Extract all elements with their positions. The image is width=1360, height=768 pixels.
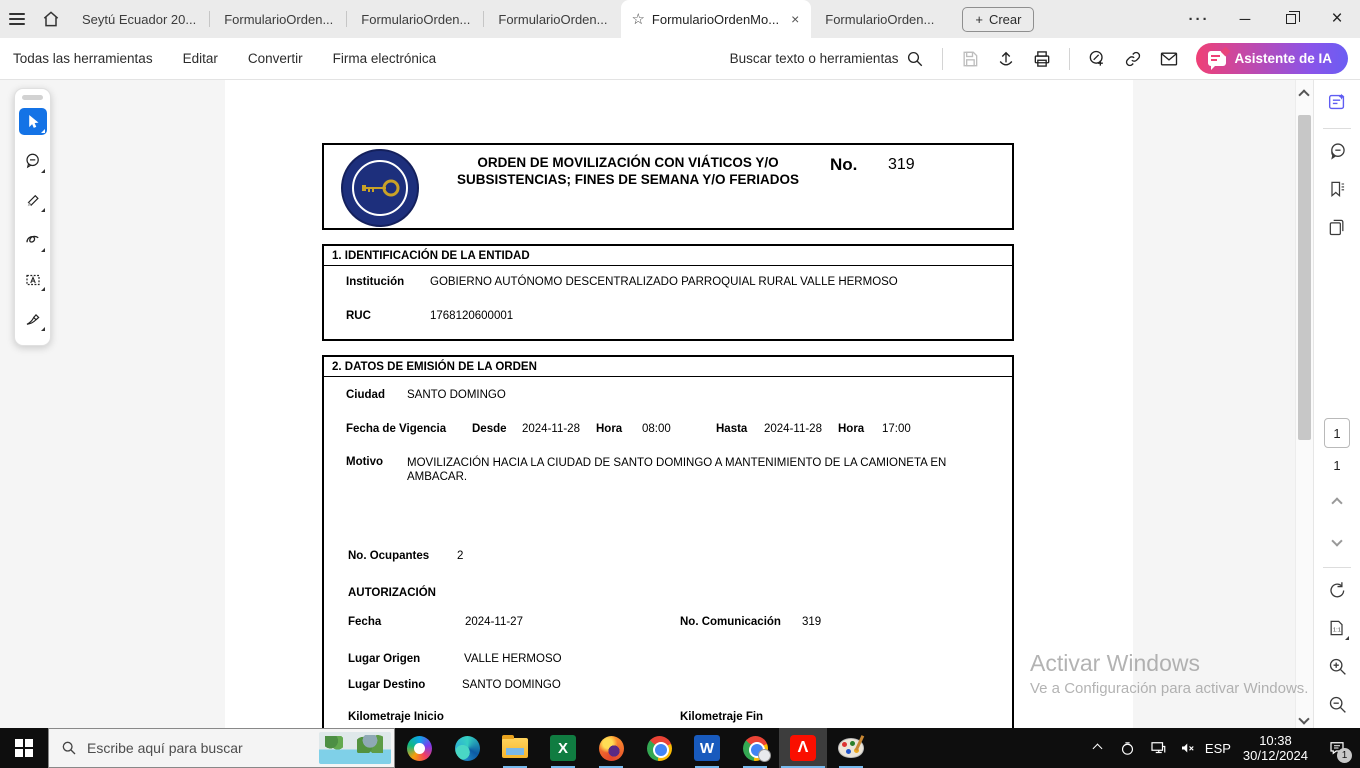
menu-button[interactable] xyxy=(0,2,34,36)
app-overlay-badge xyxy=(758,749,771,762)
tab-label: Seytú Ecuador 20... xyxy=(82,11,197,27)
previous-page-button[interactable] xyxy=(1321,487,1353,519)
envelope-icon xyxy=(1159,49,1179,69)
tab-formulario-3[interactable] xyxy=(484,0,621,38)
search-icon xyxy=(906,50,924,68)
plus-icon: + xyxy=(975,11,983,27)
section1-header: 1. IDENTIFICACIÓN DE LA ENTIDAD xyxy=(322,244,1014,266)
acrobat-icon: Λ xyxy=(790,735,816,761)
motivo-value: MOVILIZACIÓN HACIA LA CIUDAD DE SANTO DOMINGO A MANTENIMIENTO DE LA CAMIONETA EN AMBACAR. xyxy=(407,457,947,483)
section2-header: 2. DATOS DE EMISIÓN DE LA ORDEN xyxy=(322,355,1014,377)
home-button[interactable] xyxy=(34,2,68,36)
ocupantes-label: No. Ocupantes xyxy=(348,550,430,562)
notification-center-button[interactable] xyxy=(1320,728,1354,768)
tab-label: FormularioOrden... xyxy=(224,11,334,27)
comment-icon xyxy=(24,152,42,170)
restore-button[interactable] xyxy=(1268,0,1314,38)
link-icon xyxy=(1123,49,1143,69)
km-fin-label: Kilometraje Fin xyxy=(680,711,764,723)
chrome-icon xyxy=(647,736,672,761)
km-inicio-label: Kilometraje Inicio xyxy=(348,711,444,723)
create-label: Crear xyxy=(988,11,1022,27)
comunicacion-value: 319 xyxy=(802,616,822,628)
add-comment-button[interactable] xyxy=(1080,42,1114,76)
cursor-icon xyxy=(25,114,41,130)
tab-close-icon[interactable]: × xyxy=(791,11,800,27)
zoom-out-button[interactable] xyxy=(1321,688,1353,720)
minimize-button[interactable]: ─ xyxy=(1239,10,1251,28)
star-icon[interactable]: ☆ xyxy=(631,11,645,28)
restore-icon xyxy=(1286,14,1296,24)
scrollbar-thumb[interactable] xyxy=(1298,115,1311,440)
taskbar-search-input[interactable] xyxy=(48,728,395,768)
create-button[interactable] xyxy=(962,7,1034,32)
motivo-label: Motivo xyxy=(346,456,384,468)
edge-icon xyxy=(455,736,480,761)
origen-value: VALLE HERMOSO xyxy=(464,653,562,665)
ai-summary-icon xyxy=(1326,91,1348,113)
entity-logo xyxy=(341,149,419,227)
chevron-up-icon xyxy=(1093,743,1103,753)
no-label: No. xyxy=(830,155,858,174)
tab-seytu[interactable] xyxy=(68,0,210,38)
right-panel-rail xyxy=(1313,80,1360,728)
taskbar-chrome-app-button[interactable] xyxy=(731,728,779,768)
taskbar-copilot-button[interactable] xyxy=(395,728,443,768)
system-tray xyxy=(1085,728,1360,768)
zoom-out-icon xyxy=(1327,694,1348,715)
language-indicator[interactable]: ESP xyxy=(1204,740,1231,756)
dropdown-corner-icon xyxy=(1345,636,1349,640)
page-thumbnails-button[interactable] xyxy=(1321,211,1353,243)
save-button[interactable] xyxy=(953,42,987,76)
hora1-label: Hora xyxy=(596,423,623,435)
chevron-down-icon xyxy=(1331,535,1342,546)
chevron-up-icon xyxy=(1331,497,1342,508)
section2-body xyxy=(322,377,1014,728)
bookmark-icon xyxy=(1327,179,1347,199)
zoom-in-button[interactable] xyxy=(1321,650,1353,682)
draw-squiggle-icon xyxy=(24,231,42,249)
menu-convert[interactable]: Convertir xyxy=(247,51,303,66)
time-label: 10:38 xyxy=(1259,733,1292,748)
print-button[interactable] xyxy=(1025,42,1059,76)
ciudad-label: Ciudad xyxy=(346,389,385,401)
share-button[interactable] xyxy=(989,42,1023,76)
zoom-in-icon xyxy=(1327,656,1348,677)
comments-icon xyxy=(1327,141,1348,162)
volume-button[interactable] xyxy=(1175,728,1201,768)
date-label: 30/12/2024 xyxy=(1242,748,1308,763)
taskbar-firefox-button[interactable] xyxy=(587,728,635,768)
next-page-button[interactable] xyxy=(1321,525,1353,557)
tab-label: FormularioOrden... xyxy=(498,11,608,27)
upload-icon xyxy=(996,49,1016,69)
volume-muted-icon xyxy=(1179,739,1197,757)
network-icon xyxy=(1149,739,1167,757)
hasta-value: 2024-11-28 xyxy=(764,423,822,435)
institucion-label: Institución xyxy=(346,276,405,288)
ruc-label: RUC xyxy=(346,310,371,322)
scroll-down-button[interactable] xyxy=(1300,710,1308,728)
tab-bar xyxy=(0,0,1360,38)
page-number-input[interactable]: 1 xyxy=(1324,418,1350,448)
tray-expand-button[interactable] xyxy=(1085,728,1111,768)
tab-formulario-active[interactable] xyxy=(621,0,811,38)
search-placeholder: Escribe aquí para buscar xyxy=(87,740,243,756)
chevron-up-icon xyxy=(1298,89,1309,100)
destino-label: Lugar Destino xyxy=(348,679,426,691)
highlighter-icon xyxy=(24,192,42,210)
draw-tool-button[interactable] xyxy=(19,226,47,254)
window-controls xyxy=(1176,0,1360,38)
ai-label: Asistente de IA xyxy=(1234,51,1332,66)
tray-app-button[interactable] xyxy=(1115,728,1141,768)
fecha-label: Fecha xyxy=(348,616,382,628)
print-icon xyxy=(1032,49,1052,69)
ruc-value: 1768120600001 xyxy=(430,310,514,322)
email-button[interactable] xyxy=(1152,42,1186,76)
watermark-subtitle: Ve a Configuración para activar Windows. xyxy=(1030,680,1309,697)
get-link-button[interactable] xyxy=(1116,42,1150,76)
form-header xyxy=(322,143,1014,230)
windows-logo-icon xyxy=(15,739,33,757)
copilot-icon xyxy=(407,736,432,761)
bing-daily-image[interactable] xyxy=(319,732,391,764)
excel-icon: X xyxy=(550,735,576,761)
tab-formulario-1[interactable] xyxy=(210,0,347,38)
quick-tools-panel xyxy=(14,88,51,346)
more-options-button[interactable]: ··· xyxy=(1188,10,1210,28)
section1-body xyxy=(322,266,1014,341)
hamburger-icon xyxy=(9,13,25,25)
hora1-value: 08:00 xyxy=(642,423,671,435)
search-tools-button[interactable] xyxy=(730,50,925,68)
fit-page-icon xyxy=(1327,618,1347,638)
tab-label: FormularioOrden... xyxy=(825,11,935,27)
menu-edit[interactable]: Editar xyxy=(182,51,218,66)
firefox-icon xyxy=(599,736,624,761)
taskbar-chrome-button[interactable] xyxy=(635,728,683,768)
vertical-scrollbar[interactable] xyxy=(1295,80,1313,728)
vigencia-label: Fecha de Vigencia xyxy=(346,423,447,435)
taskbar-acrobat-button[interactable] xyxy=(779,728,827,768)
text-box-icon xyxy=(24,271,42,289)
windows-taskbar xyxy=(0,728,1360,768)
panel-drag-handle[interactable] xyxy=(22,95,43,100)
taskbar-edge-button[interactable] xyxy=(443,728,491,768)
key-icon xyxy=(360,177,400,199)
taskbar-excel-button[interactable] xyxy=(539,728,587,768)
svg-text:1:1: 1:1 xyxy=(1332,627,1341,634)
close-button[interactable]: × xyxy=(1331,8,1343,29)
taskbar-paint-button[interactable] xyxy=(827,728,875,768)
hora2-label: Hora xyxy=(838,423,865,435)
desde-value: 2024-11-28 xyxy=(522,423,580,435)
network-button[interactable] xyxy=(1145,728,1171,768)
paint-icon xyxy=(838,738,864,758)
no-value: 319 xyxy=(888,156,915,173)
scroll-up-button[interactable] xyxy=(1300,86,1308,104)
sign-tool-button[interactable] xyxy=(19,305,47,333)
fecha-value: 2024-11-27 xyxy=(465,616,523,628)
start-button[interactable] xyxy=(0,728,48,768)
pages-icon xyxy=(1327,217,1347,237)
destino-value: SANTO DOMINGO xyxy=(462,679,561,691)
save-icon xyxy=(960,49,980,69)
rotate-page-button[interactable] xyxy=(1321,574,1353,606)
pdf-page[interactable] xyxy=(225,80,1133,728)
ai-summary-button[interactable] xyxy=(1321,86,1353,118)
ai-assistant-button[interactable] xyxy=(1196,43,1348,74)
bookmarks-panel-button[interactable] xyxy=(1321,173,1353,205)
add-text-tool-button[interactable] xyxy=(19,266,47,294)
taskbar-word-button[interactable] xyxy=(683,728,731,768)
institucion-value: GOBIERNO AUTÓNOMO DESCENTRALIZADO PARROQUIAL RURAL VALLE HERMOSO xyxy=(430,276,898,288)
taskbar-explorer-button[interactable] xyxy=(491,728,539,768)
chevron-down-icon xyxy=(1298,713,1309,724)
comments-panel-button[interactable] xyxy=(1321,135,1353,167)
signature-pen-icon xyxy=(24,310,42,328)
menu-esign[interactable]: Firma electrónica xyxy=(332,51,437,66)
search-label: Buscar texto o herramientas xyxy=(729,51,899,66)
select-tool-button[interactable] xyxy=(19,108,47,136)
comment-tool-button[interactable] xyxy=(19,147,47,175)
menu-all-tools[interactable]: Todas las herramientas xyxy=(13,51,153,66)
autorizacion-label: AUTORIZACIÓN xyxy=(348,587,436,599)
watermark-title: Activar Windows xyxy=(1030,650,1200,676)
fit-page-button[interactable] xyxy=(1321,612,1353,644)
ocupantes-value: 2 xyxy=(457,550,464,562)
comment-add-icon xyxy=(1087,49,1107,69)
highlight-tool-button[interactable] xyxy=(19,187,47,215)
home-icon xyxy=(41,9,61,29)
tab-formulario-5[interactable] xyxy=(811,0,948,38)
tray-sync-icon xyxy=(1119,740,1136,757)
ai-chat-icon xyxy=(1208,51,1226,66)
movilizacion-form xyxy=(322,143,1014,728)
main-toolbar xyxy=(0,38,1360,80)
comunicacion-label: No. Comunicación xyxy=(680,616,781,628)
clock[interactable] xyxy=(1235,733,1316,763)
hasta-label: Hasta xyxy=(716,423,748,435)
tab-formulario-2[interactable] xyxy=(347,0,484,38)
tab-label: FormularioOrdenMo... xyxy=(651,11,780,27)
ciudad-value: SANTO DOMINGO xyxy=(407,389,506,401)
document-viewer xyxy=(0,80,1360,728)
desde-label: Desde xyxy=(472,423,507,435)
notification-badge: 1 xyxy=(1337,748,1352,763)
search-icon xyxy=(61,740,77,756)
hora2-value: 17:00 xyxy=(882,423,911,435)
page-total-label: 1 xyxy=(1333,458,1341,473)
tab-label: FormularioOrden... xyxy=(361,11,471,27)
rotate-icon xyxy=(1327,580,1348,601)
origen-label: Lugar Origen xyxy=(348,653,421,665)
form-title: ORDEN DE MOVILIZACIÓN CON VIÁTICOS Y/O SUBSISTENCIAS; FINES DE SEMANA Y/O FERIADOS xyxy=(456,155,800,187)
file-explorer-icon xyxy=(502,738,528,758)
word-icon: W xyxy=(694,735,720,761)
